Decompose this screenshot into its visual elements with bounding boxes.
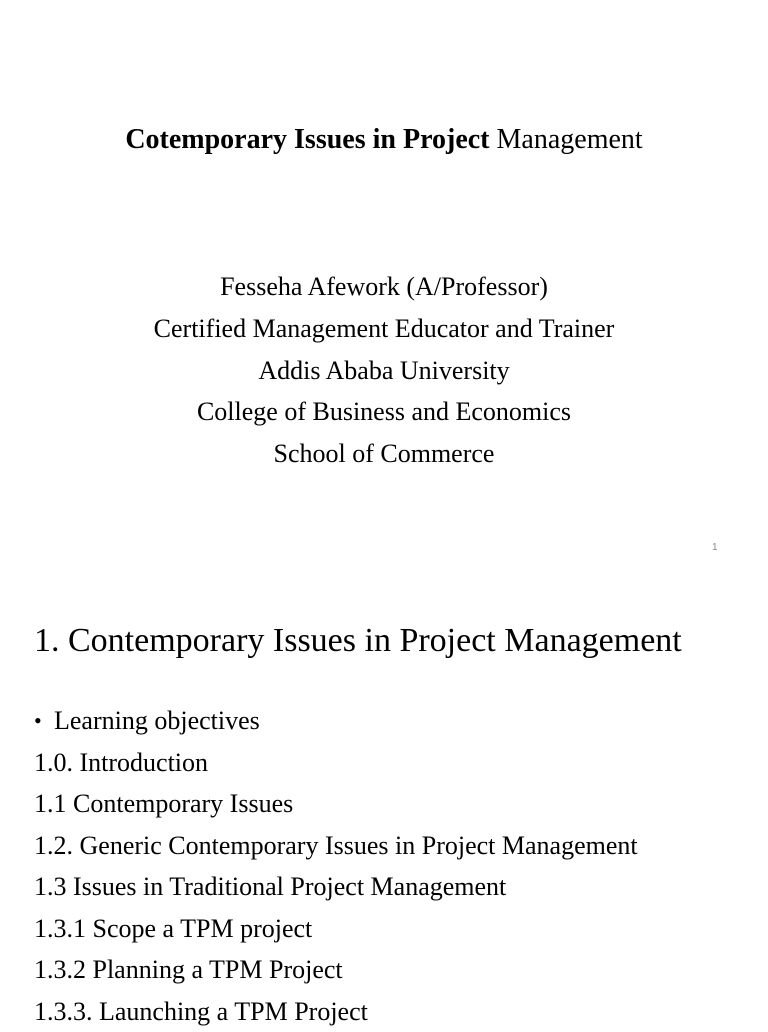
outline-item: 1.3 Issues in Traditional Project Management	[34, 866, 768, 908]
presentation-title	[0, 120, 768, 160]
author-credential: Certified Management Educator and Trainer	[0, 308, 768, 350]
author-university: Addis Ababa University	[0, 350, 768, 392]
outline-item-label: Learning objectives	[54, 706, 260, 735]
author-name: Fesseha Afework (A/Professor)	[0, 266, 768, 308]
page-number: 1	[712, 542, 718, 553]
outline-bullet-item	[34, 700, 768, 742]
bullet-icon: •	[34, 700, 54, 742]
outline-item: 1.2. Generic Contemporary Issues in Project Management	[34, 825, 768, 867]
content-slide	[0, 576, 768, 1024]
outline-item: 1.3.1 Scope a TPM project	[34, 908, 768, 950]
presentation-title-normal: Management	[497, 124, 643, 155]
outline-item: 1.1 Contemporary Issues	[34, 783, 768, 825]
author-school: School of Commerce	[0, 433, 768, 475]
author-info	[0, 266, 768, 475]
presentation-title-bold: Cotemporary Issues in Project	[125, 124, 489, 155]
outline-item: 1.0. Introduction	[34, 742, 768, 784]
outline-item: 1.3.2 Planning a TPM Project	[34, 949, 768, 991]
outline-item: 1.3.3. Launching a TPM Project	[34, 991, 768, 1032]
outline-list	[34, 700, 768, 1032]
author-college: College of Business and Economics	[0, 391, 768, 433]
slide-title: 1. Contemporary Issues in Project Management	[34, 616, 682, 666]
